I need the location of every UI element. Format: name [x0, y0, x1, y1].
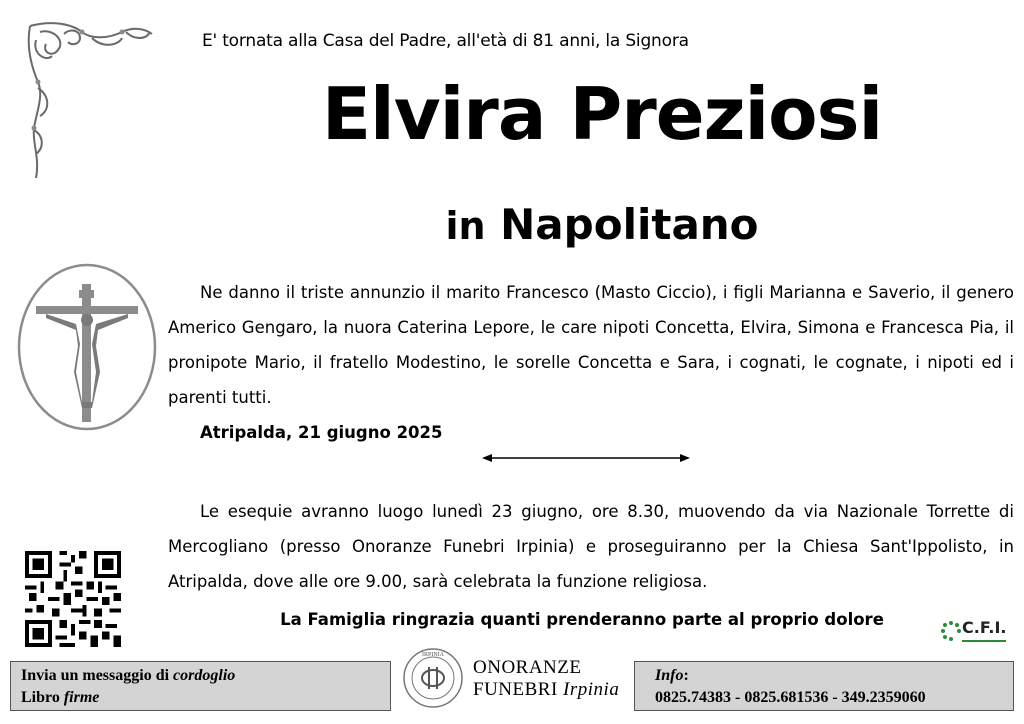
qr-code-icon[interactable]: [24, 551, 122, 647]
married-prefix: in: [445, 204, 486, 248]
cfi-label: C.F.I.: [962, 618, 1007, 637]
funeral-home-name: [473, 657, 619, 701]
family-thanks: La Famiglia ringrazia quanti prenderanno parte al proprio dolore: [280, 610, 884, 629]
condolence-prefix: Invia un messaggio di: [21, 667, 174, 684]
funeral-home-logo-icon: [402, 647, 464, 709]
married-name: Napolitano: [500, 200, 759, 249]
signature-book-link[interactable]: [21, 687, 380, 709]
funeral-paragraph: [168, 494, 1014, 599]
logo-line-2: [473, 679, 619, 701]
book-italic: firme: [63, 689, 100, 706]
condolence-link[interactable]: [21, 665, 380, 687]
info-heading: [655, 665, 993, 687]
announcement-text: Ne danno il triste annunzio il marito Francesco (Masto Ciccio), i figli Marianna e Saverio, il genero Americo Gengaro, la nuora Caterina Lepore, le care nipoti Concetta, Elvira, Simona e Francesca Pia, il pronipote Mario, il fratello Modestino, le sorelle Concetta e Sara, i cognati, le cognate, i nipoti ed i parenti tutti.: [168, 283, 1014, 407]
announcement-paragraph: [168, 275, 1014, 415]
info-colon: :: [683, 667, 689, 684]
married-name-line: [0, 200, 1024, 249]
logo-ring-text: IRPINIA: [422, 652, 444, 658]
intro-text: E' tornata alla Casa del Padre, all'età di 81 anni, la Signora: [202, 31, 689, 51]
phone-numbers[interactable]: 0825.74383 - 0825.681536 - 349.2359060: [655, 689, 926, 706]
condolence-box[interactable]: [10, 661, 391, 711]
info-box: [634, 661, 1014, 711]
logo-line-2-a: FUNEBRI: [473, 679, 564, 700]
condolence-italic: cordoglio: [173, 667, 236, 684]
logo-line-2-b: Irpinia: [563, 679, 620, 700]
cfi-logo-icon: [940, 618, 1006, 654]
crucifix-icon: [16, 262, 158, 432]
funeral-text: Le esequie avranno luogo lunedì 23 giugno, ore 8.30, muovendo da via Nazionale Torrette di Mercogliano (presso Onoranze Funebri Irpinia) e proseguiranno per la Chiesa Sant'Ippolisto, in Atripalda, dove alle ore 9.00, sarà celebrata la funzione religiosa.: [168, 502, 1014, 591]
double-arrow-divider: [482, 450, 690, 466]
logo-line-1: ONORANZE: [473, 657, 582, 678]
deceased-name: Elvira Preziosi: [321, 72, 883, 156]
place-date: Atripalda, 21 giugno 2025: [200, 423, 443, 442]
info-label: Info: [655, 667, 684, 684]
book-prefix: Libro: [21, 689, 64, 706]
